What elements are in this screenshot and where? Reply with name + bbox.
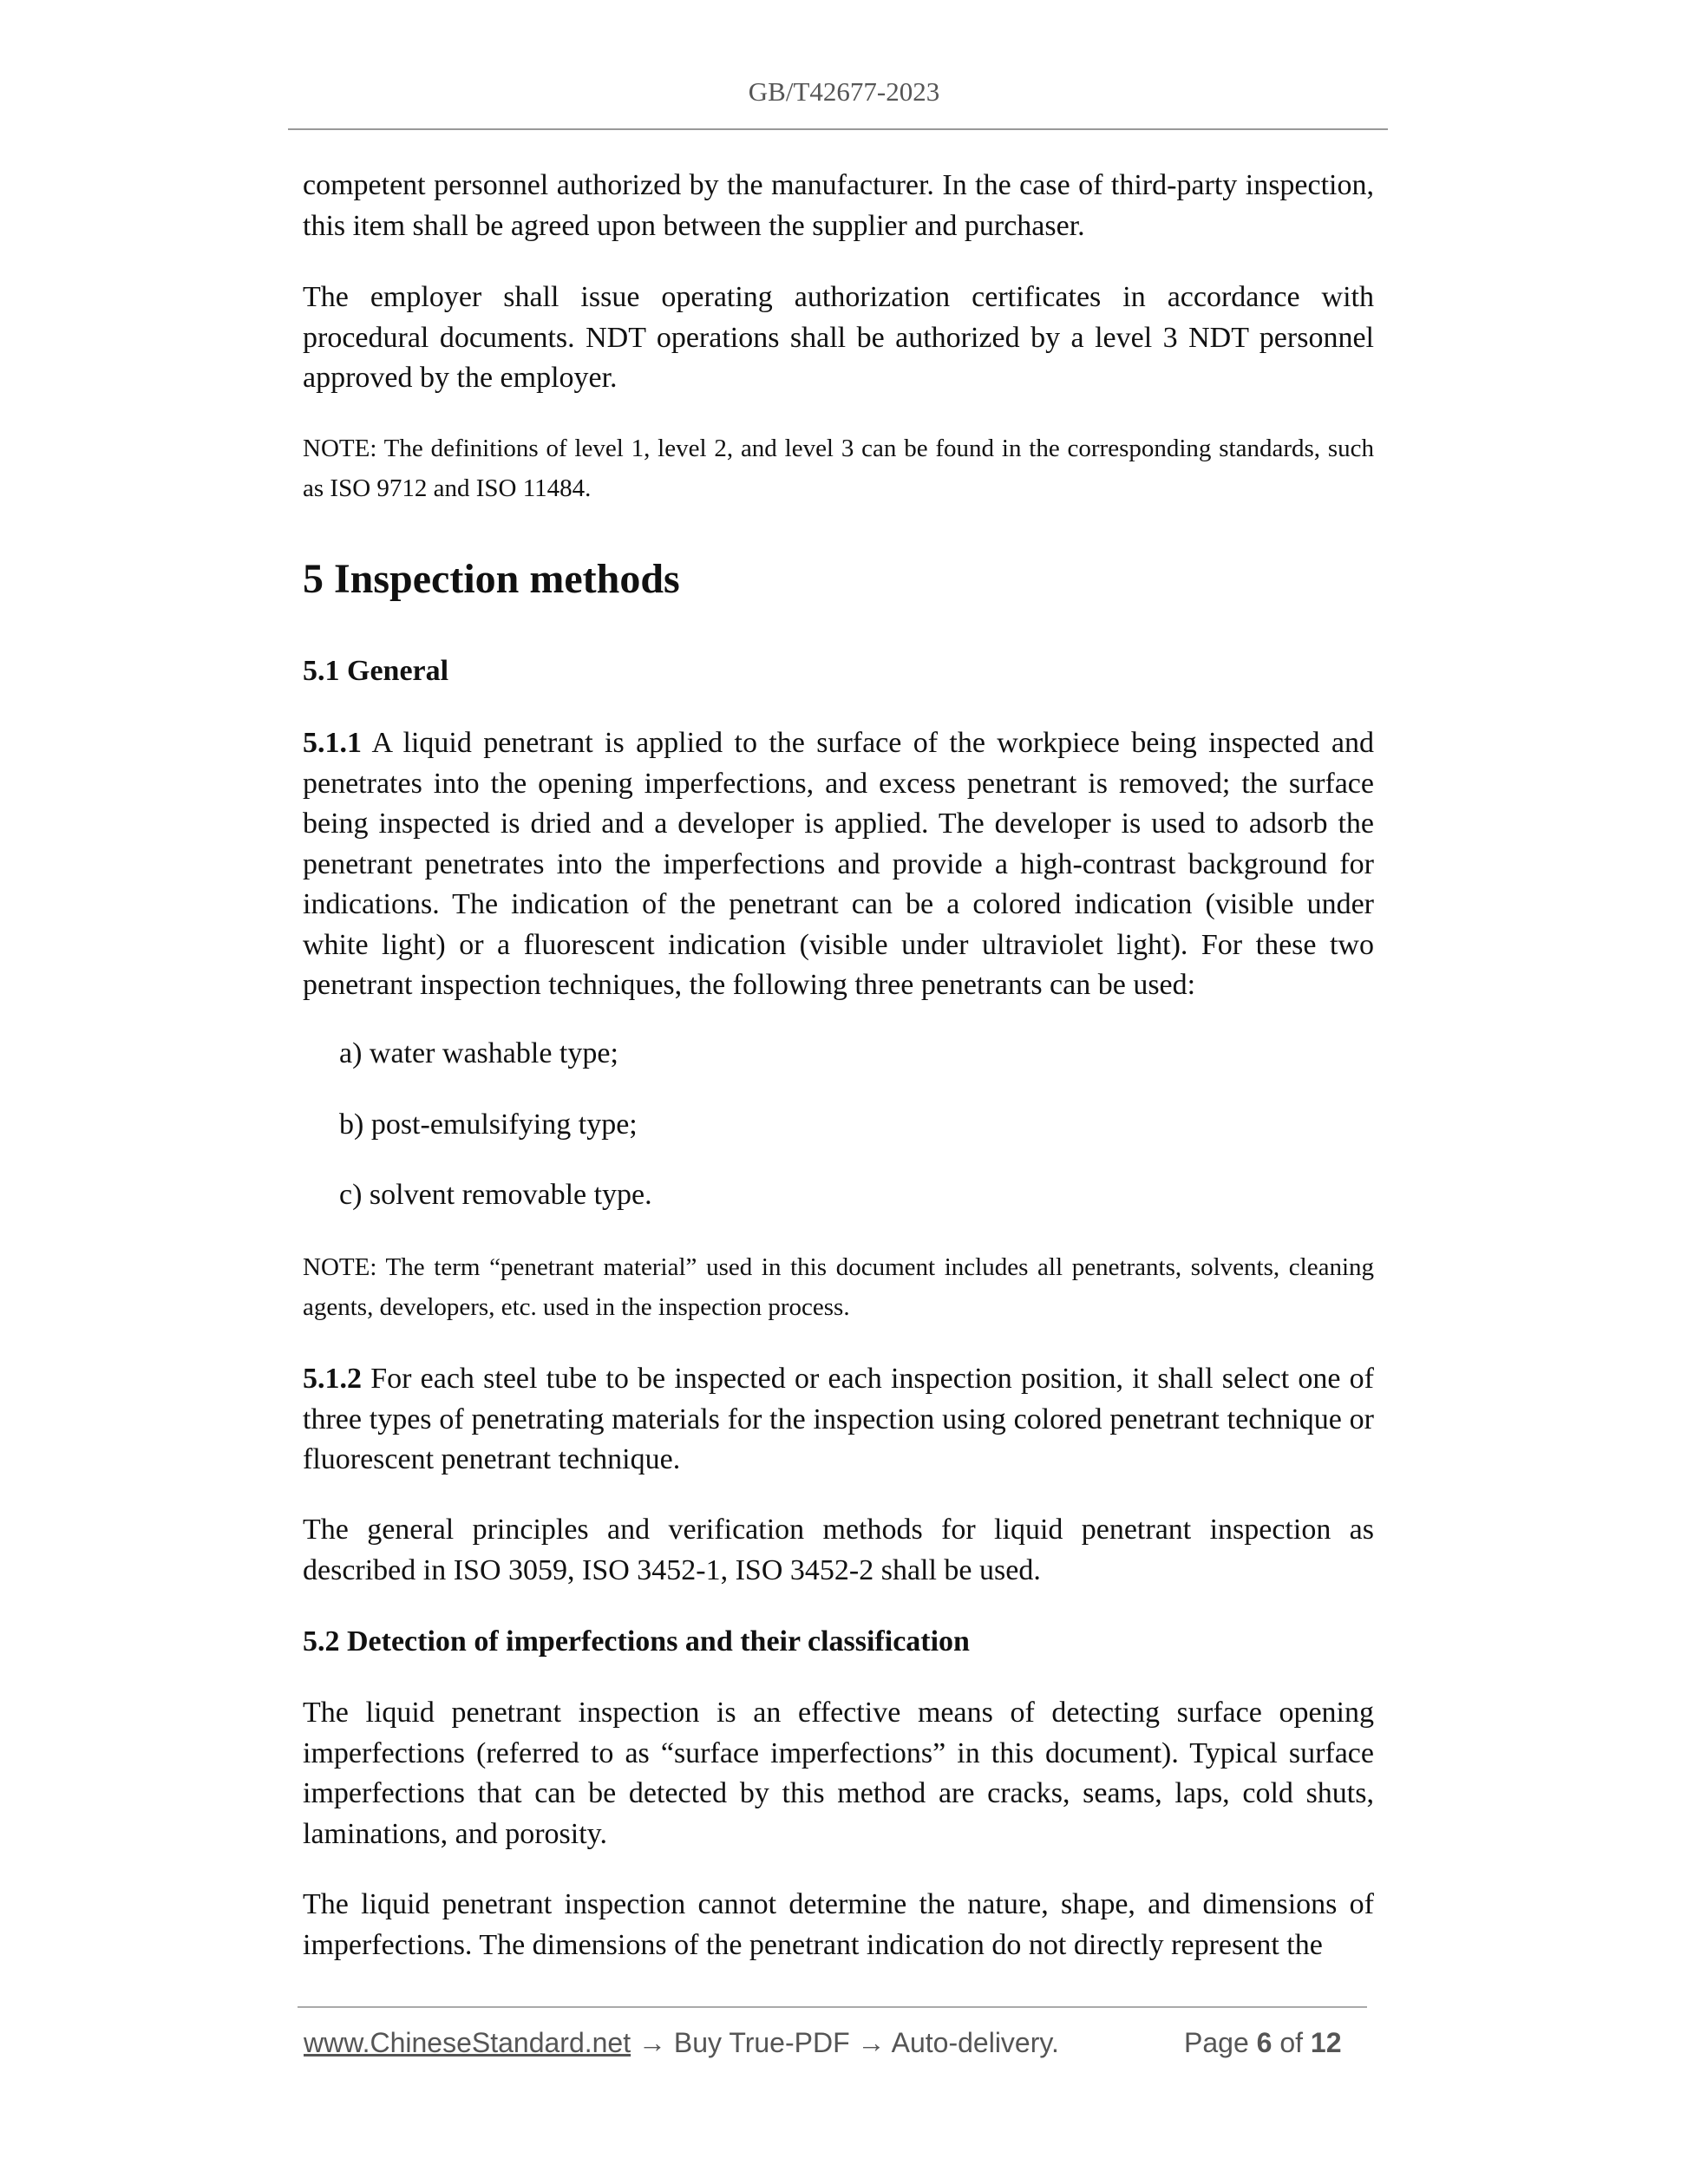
- of-label: of: [1272, 2027, 1311, 2058]
- section-heading: 5 Inspection methods: [303, 556, 680, 602]
- paragraph: The liquid penetrant inspection is an effective means of detecting surface opening imperfections (referred to as “surface imperfections” in this document). Typical surface imperfections that can be detected by this method are cracks, seams, laps, cold shuts, laminations, and porosity.: [303, 1697, 1374, 1850]
- paragraph: The employer shall issue operating authorization certificates in accordance with procedural documents. NDT operations shall be authorized by a level 3 NDT personnel approved by the employer.: [303, 281, 1374, 394]
- footer-promo: [304, 2027, 1059, 2059]
- note: NOTE: The term “penetrant material” used in this document includes all penetrants, solvents, cleaning agents, developers, etc. used in the inspection process.: [303, 1253, 1374, 1321]
- subsection-heading: 5.2 Detection of imperfections and their classification: [303, 1625, 970, 1658]
- paragraph-5-1-2: [303, 1359, 1374, 1481]
- page-number: 6: [1256, 2027, 1273, 2058]
- page-indicator: [1184, 2027, 1341, 2059]
- promo-text: → Buy True-PDF → Auto-delivery.: [631, 2027, 1059, 2058]
- header-divider: [288, 128, 1388, 130]
- clause-text: A liquid penetrant is applied to the surface of the workpiece being inspected and penetrates into the opening imperfections, and excess penetrant is removed; the surface being inspected is dried and a developer is applied. The developer is used to adsorb the penetrant penetrates into the imperfections and provide a high-contrast background for indications. The indication of the penetrant can be a colored indication (visible under white light) or a fluorescent indication (visible under ultraviolet light). For these two penetrant inspection techniques, the following three penetrants can be used:: [303, 727, 1374, 1001]
- subsection-heading: 5.1 General: [303, 655, 449, 687]
- paragraph: competent personnel authorized by the manufacturer. In the case of third-party inspection, this item shall be agreed upon between the supplier and purchaser.: [303, 169, 1374, 242]
- clause-text: For each steel tube to be inspected or each inspection position, it shall select one of three types of penetrating materials for the inspection using colored penetrant technique or fluorescent penetrant technique.: [303, 1363, 1374, 1475]
- paragraph: The general principles and verification methods for liquid penetrant inspection as described in ISO 3059, ISO 3452-1, ISO 3452-2 shall be used.: [303, 1514, 1374, 1586]
- page-label: Page: [1184, 2027, 1257, 2058]
- paragraph: The liquid penetrant inspection cannot determine the nature, shape, and dimensions of imperfections. The dimensions of the penetrant indication do not directly represent the: [303, 1888, 1374, 1961]
- clause-number: 5.1.2: [303, 1363, 362, 1395]
- list-item: a) water washable type;: [339, 1037, 618, 1069]
- document-id-header: GB/T42677-2023: [748, 76, 940, 107]
- list-item: b) post-emulsifying type;: [339, 1108, 638, 1141]
- page-total: 12: [1310, 2027, 1342, 2058]
- footer-divider: [298, 2006, 1367, 2008]
- paragraph-5-1-1: [303, 723, 1374, 1006]
- clause-number: 5.1.1: [303, 727, 362, 759]
- list-item: c) solvent removable type.: [339, 1179, 652, 1211]
- note: NOTE: The definitions of level 1, level 2, and level 3 can be found in the corresponding standards, such as ISO 9712 and ISO 11484.: [303, 435, 1374, 502]
- website-link[interactable]: www.ChineseStandard.net: [304, 2027, 631, 2058]
